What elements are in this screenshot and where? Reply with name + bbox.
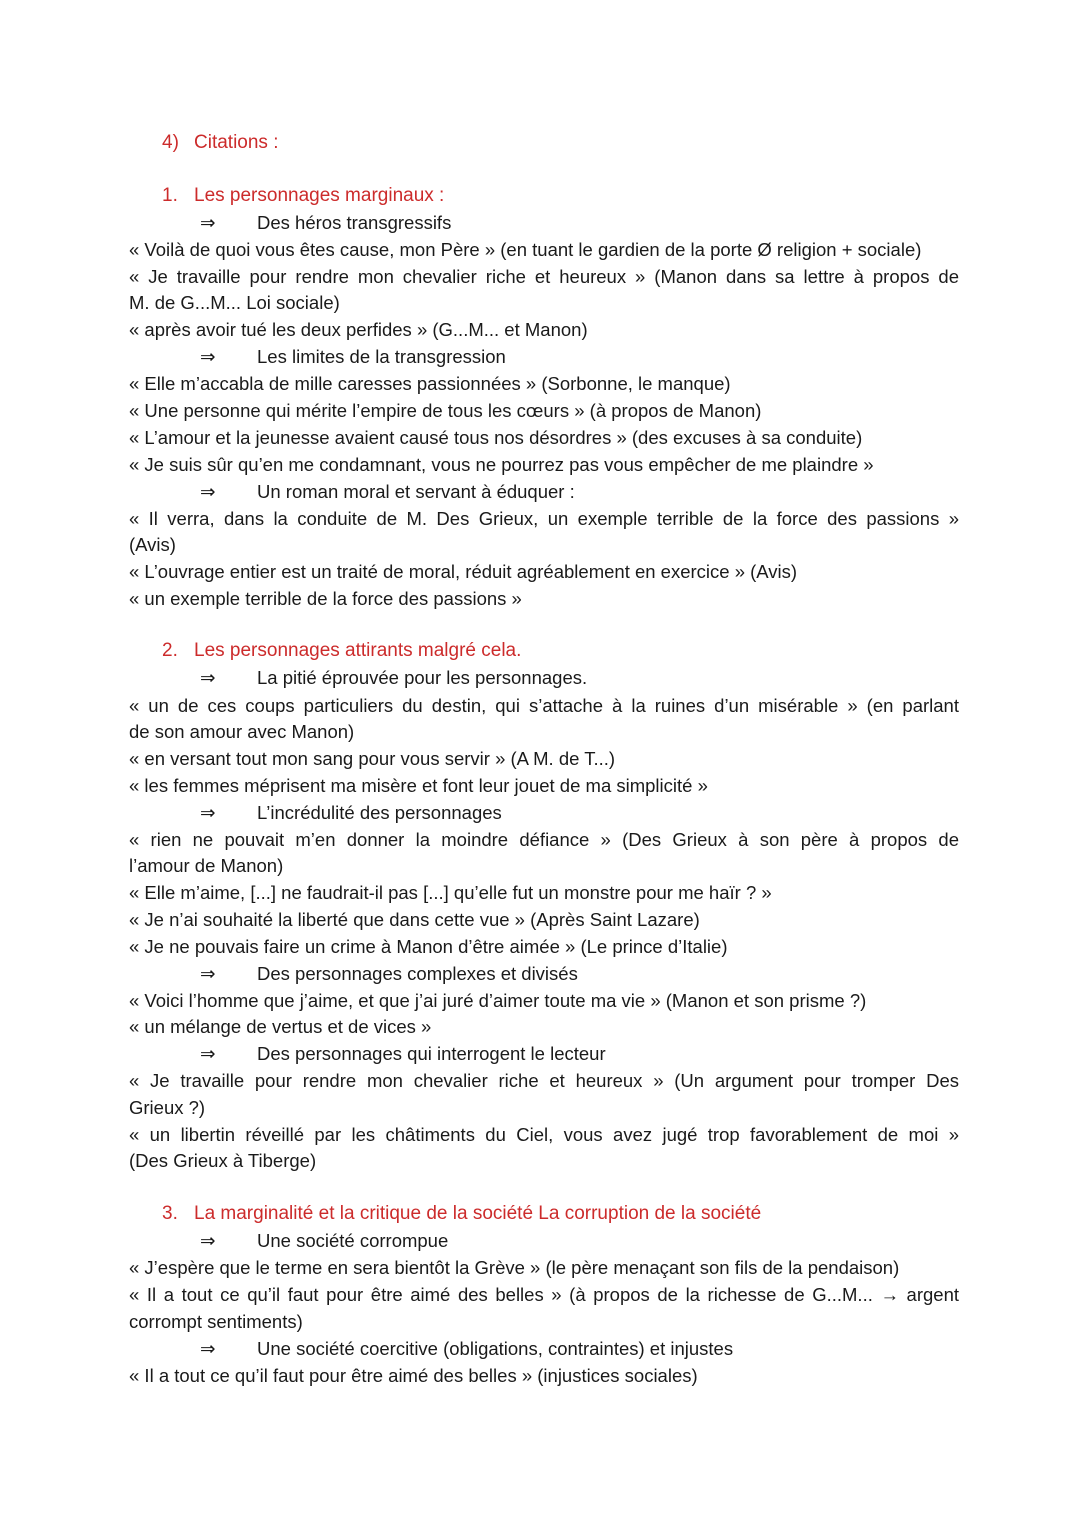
section-3-heading xyxy=(162,1201,761,1227)
quote-line: « Il verra, dans la conduite de M. Des Grieux, un exemple terrible de la force des passions » xyxy=(129,508,959,529)
section-number: 2. xyxy=(162,640,178,661)
quote-line: « L’amour et la jeunesse avaient causé tous nos désordres » (des excuses à sa conduite) xyxy=(129,427,863,448)
section-title: Les personnages attirants malgré cela. xyxy=(194,640,522,661)
quote-line: « Je n’ai souhaité la liberté que dans cette vue » (Après Saint Lazare) xyxy=(129,909,700,930)
subsection-title: L’incrédulité des personnages xyxy=(257,802,502,823)
subsection-title: Un roman moral et servant à éduquer : xyxy=(257,481,575,502)
quote-line: « rien ne pouvait m’en donner la moindre défiance » (Des Grieux à son père à propos de xyxy=(129,829,959,850)
subsection-heading xyxy=(200,1228,448,1255)
implies-arrow-icon: ⇒ xyxy=(200,1044,216,1065)
implies-arrow-icon: ⇒ xyxy=(200,347,216,368)
section-number: 3. xyxy=(162,1203,178,1224)
quote-line: « Il a tout ce qu’il faut pour être aimé des belles » (injustices sociales) xyxy=(129,1365,698,1386)
quote-line: l’amour de Manon) xyxy=(129,855,284,876)
quote-line: « après avoir tué les deux perfides » (G...M... et Manon) xyxy=(129,319,588,340)
quote-line: « Une personne qui mérite l’empire de tous les cœurs » (à propos de Manon) xyxy=(129,400,762,421)
quote-line: « Je ne pouvais faire un crime à Manon d’être aimée » (Le prince d’Italie) xyxy=(129,936,728,957)
implies-arrow-icon: ⇒ xyxy=(200,213,216,234)
quote-line: « Voilà de quoi vous êtes cause, mon Père » (en tuant le gardien de la porte Ø religion + sociale) xyxy=(129,239,922,260)
subsection-heading xyxy=(200,1041,606,1068)
subsection-heading xyxy=(200,961,578,988)
subsection-heading xyxy=(200,665,587,692)
implies-arrow-icon: ⇒ xyxy=(200,482,216,503)
section-1-heading xyxy=(162,183,444,209)
section-title: Les personnages marginaux : xyxy=(194,185,445,206)
subsection-title: Une société corrompue xyxy=(257,1230,449,1251)
quote-line: de son amour avec Manon) xyxy=(129,721,355,742)
subsection-title: Les limites de la transgression xyxy=(257,346,506,367)
quote-line: « J’espère que le terme en sera bientôt la Grève » (le père menaçant son fils de la pendaison) xyxy=(129,1257,900,1278)
subsection-heading xyxy=(200,1336,733,1363)
quote-line: « Je travaille pour rendre mon chevalier riche et heureux » (Manon dans sa lettre à propos de xyxy=(129,266,959,287)
quote-line: « un mélange de vertus et de vices » xyxy=(129,1016,432,1037)
quote-line: « les femmes méprisent ma misère et font leur jouet de ma simplicité » xyxy=(129,775,708,796)
quote-line: « Voici l’homme que j’aime, et que j’ai juré d’aimer toute ma vie » (Manon et son prisme ?) xyxy=(129,990,867,1011)
main-heading-number: 4) xyxy=(162,132,179,153)
implies-arrow-icon: ⇒ xyxy=(200,964,216,985)
quote-line: « Elle m’aime, [...] ne faudrait-il pas [...] qu’elle fut un monstre pour me haïr ? » xyxy=(129,882,772,903)
quote-line: Grieux ?) xyxy=(129,1097,206,1118)
subsection-title: Des personnages complexes et divisés xyxy=(257,963,578,984)
subsection-title: Des héros transgressifs xyxy=(257,212,452,233)
quote-line: (Des Grieux à Tiberge) xyxy=(129,1150,317,1171)
quote-line: « Elle m’accabla de mille caresses passionnées » (Sorbonne, le manque) xyxy=(129,373,731,394)
subsection-title: La pitié éprouvée pour les personnages. xyxy=(257,667,588,688)
subsection-heading xyxy=(200,344,506,371)
subsection-heading xyxy=(200,800,502,827)
section-2-heading xyxy=(162,638,521,664)
quote-line: M. de G...M... Loi sociale) xyxy=(129,292,340,313)
implies-arrow-icon: ⇒ xyxy=(200,668,216,689)
quote-line: « L’ouvrage entier est un traité de moral, réduit agréablement en exercice » (Avis) xyxy=(129,561,798,582)
quote-line: « Je suis sûr qu’en me condamnant, vous ne pourrez pas vous empêcher de me plaindre » xyxy=(129,454,874,475)
implies-arrow-icon: ⇒ xyxy=(200,1231,216,1252)
quote-line: « Je travaille pour rendre mon chevalier riche et heureux » (Un argument pour tromper Des xyxy=(129,1070,959,1091)
section-title: La marginalité et la critique de la société La corruption de la société xyxy=(194,1203,762,1224)
quote-line: « un de ces coups particuliers du destin, qui s’attache à la ruines d’un misérable » (en parlant xyxy=(129,695,959,716)
quote-line: « Il a tout ce qu’il faut pour être aimé des belles » (à propos de la richesse de G...M... → argent xyxy=(129,1284,959,1305)
quote-line: « un exemple terrible de la force des passions » xyxy=(129,588,522,609)
quote-line: corrompt sentiments) xyxy=(129,1311,303,1332)
implies-arrow-icon: ⇒ xyxy=(200,1339,216,1360)
quote-line: « un libertin réveillé par les châtiments du Ciel, vous avez jugé trop favorablement de moi » xyxy=(129,1124,959,1145)
main-heading xyxy=(162,130,278,156)
main-heading-text: Citations : xyxy=(194,132,279,153)
subsection-heading xyxy=(200,210,451,237)
subsection-heading xyxy=(200,479,575,506)
subsection-title: Une société coercitive (obligations, contraintes) et injustes xyxy=(257,1338,734,1359)
section-number: 1. xyxy=(162,185,178,206)
quote-line: (Avis) xyxy=(129,534,176,555)
quote-line: « en versant tout mon sang pour vous servir » (A M. de T...) xyxy=(129,748,616,769)
subsection-title: Des personnages qui interrogent le lecteur xyxy=(257,1043,606,1064)
implies-arrow-icon: ⇒ xyxy=(200,803,216,824)
